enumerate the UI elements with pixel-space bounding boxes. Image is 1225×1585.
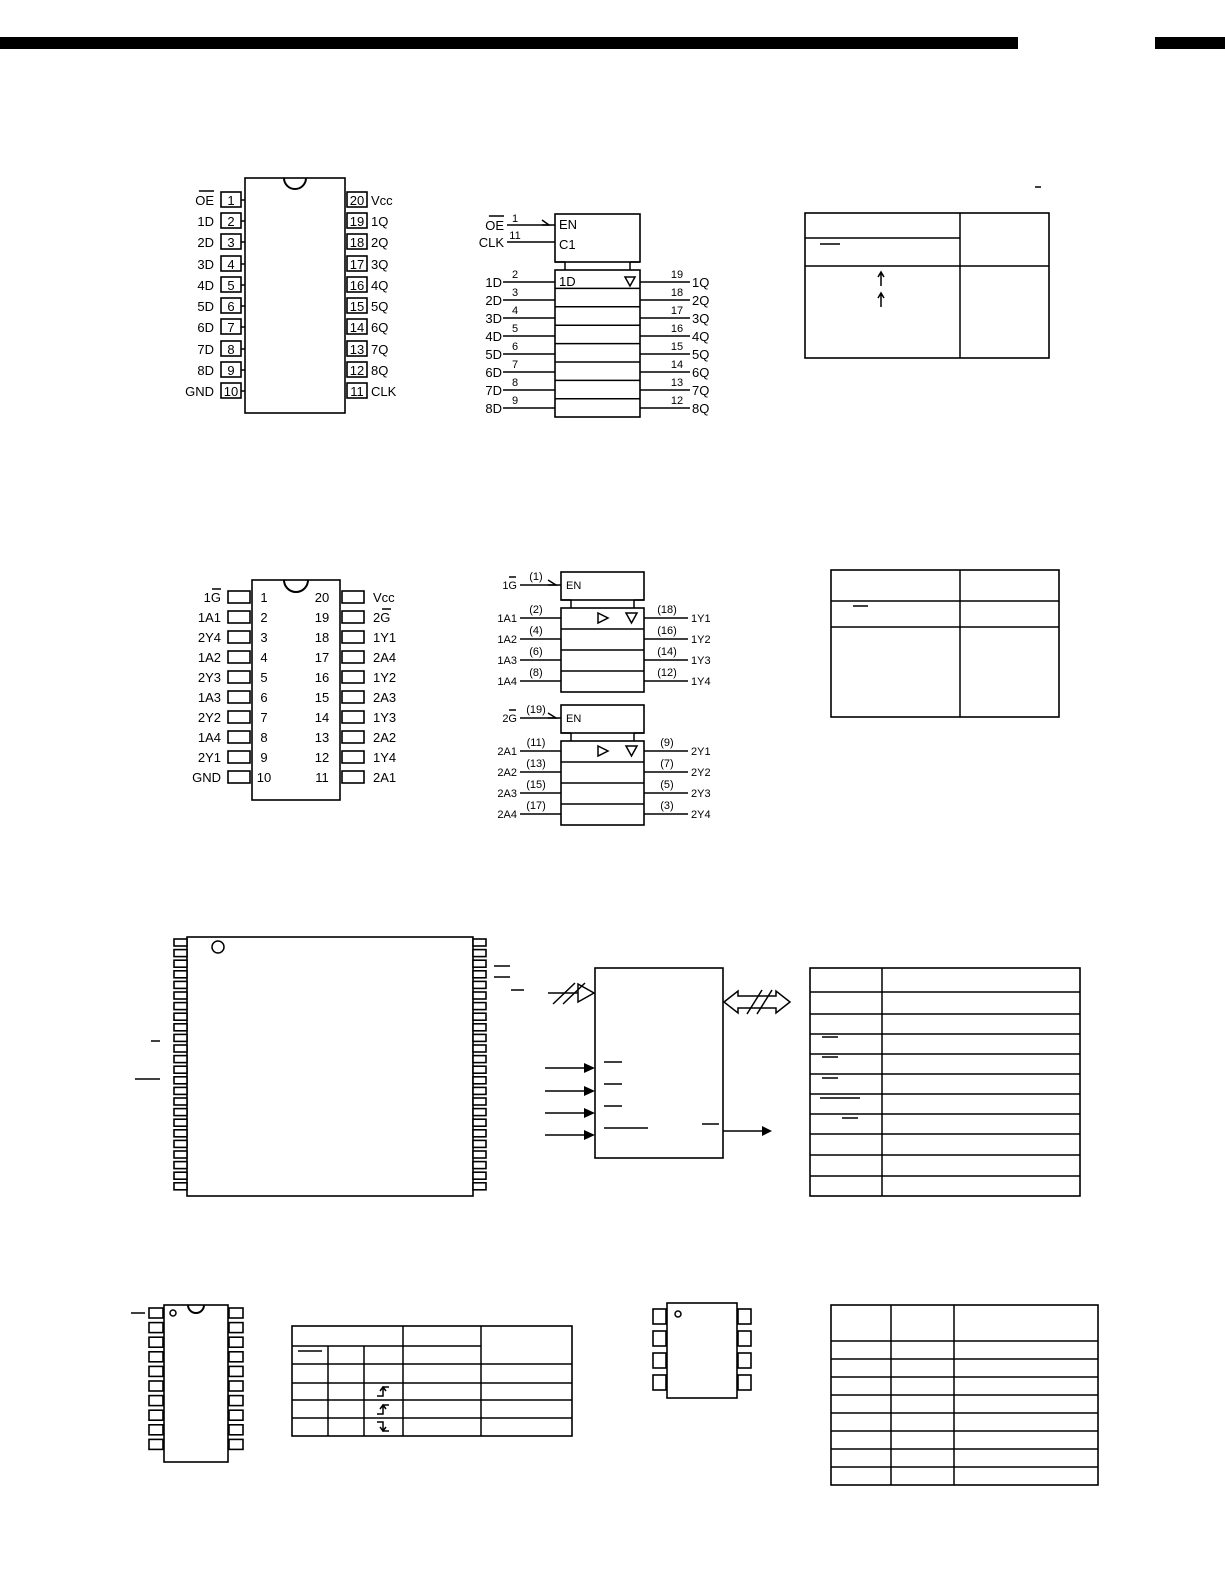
pin-name: 2A4: [373, 650, 397, 665]
output-name: 7Q: [692, 383, 710, 398]
pin-number: 14: [349, 320, 365, 335]
dip-right-pins: [229, 1308, 243, 1449]
logic1-control-inputs: [479, 213, 555, 250]
function-table-1: [805, 187, 1049, 358]
pin-box: [228, 771, 250, 783]
pin-number: (9): [660, 737, 674, 749]
pin-name: 3D: [197, 257, 214, 272]
input-name: 1A1: [497, 613, 517, 625]
output-name: 1Y3: [691, 655, 711, 667]
pin-number: 14: [670, 359, 684, 371]
ic1-right-pins: [347, 192, 397, 399]
pin-number: 19: [670, 269, 684, 281]
input-name: 1A3: [497, 655, 517, 667]
output-name: 2Y3: [691, 788, 711, 800]
input-name: 2A2: [497, 767, 517, 779]
logic2-group-2: [497, 704, 710, 825]
pin-number: 11: [350, 384, 364, 399]
pin-name: 2Y4: [197, 630, 221, 645]
function-table-2: [831, 570, 1059, 717]
pin-box: [342, 591, 364, 603]
pin-table-4: [831, 1305, 1098, 1485]
dip-package-small: [131, 1305, 243, 1462]
pin-number: 18: [314, 630, 330, 645]
logic1-en-label: EN: [559, 217, 578, 232]
pin-box: [228, 591, 250, 603]
pin-number: 6: [260, 690, 268, 705]
pin-number: (5): [660, 779, 674, 791]
pin-name: 2G: [373, 610, 391, 625]
output-arrow-icon: [762, 1126, 772, 1136]
output-name: 1Y1: [691, 613, 711, 625]
output-name: 2Y4: [691, 809, 711, 821]
pin-number: 3: [227, 235, 235, 250]
pin-name: 6Q: [371, 320, 389, 335]
pin-name: 7D: [197, 342, 214, 357]
pin-box: [342, 711, 364, 723]
pin-name: 4Q: [371, 278, 389, 293]
control-name: OE: [485, 218, 504, 233]
input-name: 1A4: [497, 676, 517, 688]
pin-box: [228, 671, 250, 683]
pin-box: [342, 751, 364, 763]
pin-number: (6): [529, 646, 543, 658]
pin-number: (13): [526, 758, 546, 770]
pin-box: [342, 691, 364, 703]
pin-number: (3): [660, 800, 674, 812]
pin-name: Vcc: [371, 193, 393, 208]
pin-number: 15: [670, 341, 684, 353]
output-name: 1Y4: [691, 676, 711, 688]
pin-number: 15: [314, 690, 330, 705]
pin-box: [342, 771, 364, 783]
pin-number: 18: [670, 287, 684, 299]
pin-number: 4: [227, 257, 235, 272]
output-name: 4Q: [692, 329, 710, 344]
pin-number: (17): [526, 800, 546, 812]
pin-box: [228, 611, 250, 623]
pin-name: 8D: [197, 363, 214, 378]
pin-number: 7: [227, 320, 235, 335]
pin-number: 13: [349, 342, 365, 357]
pin-name: 1Y3: [373, 710, 397, 725]
pin-number: (12): [657, 667, 677, 679]
pin-number: (18): [657, 604, 677, 616]
pin-number: 8: [511, 377, 519, 389]
header-rule: [0, 37, 1018, 49]
pin-name: 2Y1: [197, 750, 221, 765]
output-name: 2Q: [692, 293, 710, 308]
header-rule-short: [1155, 37, 1225, 49]
truth-table-3: [292, 1326, 572, 1436]
output-name: 1Y2: [691, 634, 711, 646]
pin-number: 13: [314, 730, 330, 745]
output-name: 3Q: [692, 311, 710, 326]
pin-number: 8: [227, 342, 235, 357]
pin-number: 4: [511, 305, 519, 317]
input-name: 2A4: [497, 809, 517, 821]
pin-name: GND: [192, 770, 221, 785]
pin-number: 1: [511, 213, 519, 225]
pin-name: 6D: [197, 320, 214, 335]
pin-number: (4): [529, 625, 543, 637]
input-name: 2A1: [497, 746, 517, 758]
pin-number: 17: [349, 257, 365, 272]
pin-number: (19): [526, 704, 546, 716]
input-name: 4D: [485, 329, 502, 344]
pin-number: 12: [349, 363, 365, 378]
pin-name: Vcc: [373, 590, 395, 605]
pin-number: 14: [314, 710, 330, 725]
pin-box: [342, 731, 364, 743]
input-name: 7D: [485, 383, 502, 398]
ic2-package: [192, 580, 396, 800]
ic1-package: [185, 178, 397, 413]
pin-name: 1D: [197, 214, 214, 229]
pin-number: 9: [227, 363, 235, 378]
pin-name: CLK: [371, 384, 397, 399]
pin-number: (15): [526, 779, 546, 791]
pin-name: 1A1: [197, 610, 221, 625]
pin-number: 18: [349, 235, 365, 250]
pin-number: 9: [260, 750, 268, 765]
output-name: 5Q: [692, 347, 710, 362]
pin-number: 13: [670, 377, 684, 389]
pin-name: 2Y2: [197, 710, 221, 725]
pin-number: 19: [349, 214, 365, 229]
pin-name: 2Q: [371, 235, 389, 250]
pin-number: 16: [349, 278, 365, 293]
pin-number: 2: [260, 610, 268, 625]
pin-number: 5: [227, 278, 235, 293]
pin-number: 9: [511, 395, 519, 407]
pin-number: 5: [511, 323, 519, 335]
pin-box: [342, 651, 364, 663]
pin-name: 1Y2: [373, 670, 397, 685]
input-name: 3D: [485, 311, 502, 326]
pin-name: OE: [195, 193, 214, 208]
data-bus-bidirectional-icon: [724, 991, 790, 1013]
pin-name: 1Q: [371, 214, 389, 229]
pin-number: 19: [314, 610, 330, 625]
pin-name: 5D: [197, 299, 214, 314]
pin-number: 6: [511, 341, 519, 353]
so8-package: [653, 1303, 751, 1398]
dip-left-pins: [149, 1308, 163, 1449]
pin-box: [228, 751, 250, 763]
pin-number: 11: [315, 770, 329, 785]
pin-number: 5: [260, 670, 268, 685]
output-name: 2Y1: [691, 746, 711, 758]
enable-label: EN: [566, 580, 582, 592]
input-name: 1A2: [497, 634, 517, 646]
pin-number: 16: [314, 670, 330, 685]
logic1-symbol: [479, 213, 710, 417]
pin-number: 10: [256, 770, 272, 785]
pin-number: 12: [314, 750, 330, 765]
pin-name: 2A2: [373, 730, 397, 745]
pin-number: 11: [509, 230, 521, 242]
pin-number: (11): [526, 737, 546, 749]
input-name: 2A3: [497, 788, 517, 800]
pin-number: 2: [511, 269, 519, 281]
input-name: 2D: [485, 293, 502, 308]
pin-number: 3: [511, 287, 519, 299]
pin-number: (8): [529, 667, 543, 679]
pin-number: 3: [260, 630, 268, 645]
pin-number: (14): [657, 646, 677, 658]
pin-box: [342, 631, 364, 643]
pin-name: 1A2: [197, 650, 221, 665]
logic2-symbol: [497, 571, 710, 825]
pin-number: 7: [260, 710, 268, 725]
pin-box: [228, 651, 250, 663]
pin-name: 1A3: [197, 690, 221, 705]
pin-number: 4: [260, 650, 268, 665]
pin-number: 17: [670, 305, 684, 317]
input-name: 6D: [485, 365, 502, 380]
pin-number: 2: [227, 214, 235, 229]
ic1-left-pins: [185, 191, 245, 399]
pin-box: [228, 731, 250, 743]
gate-name: 2G: [502, 713, 517, 725]
output-name: 1Q: [692, 275, 710, 290]
memory-block: [545, 968, 790, 1158]
pin-name: 2Y3: [197, 670, 221, 685]
pin-number: 1: [227, 193, 235, 208]
pin-number: 1: [260, 590, 268, 605]
logic1-c1-label: C1: [559, 237, 576, 252]
enable-label: EN: [566, 713, 582, 725]
pin-name: 2A1: [373, 770, 397, 785]
pin-name: 1Y4: [373, 750, 397, 765]
pin-name: 1A4: [197, 730, 221, 745]
pin-number: 17: [314, 650, 330, 665]
tsop-package: [135, 937, 524, 1196]
pin-number: 15: [349, 299, 365, 314]
pin-box: [228, 691, 250, 703]
logic2-group-1: [497, 571, 710, 692]
pin-number: 16: [670, 323, 684, 335]
pin-name: 3Q: [371, 257, 389, 272]
pin-number: (2): [529, 604, 543, 616]
pin-description-table: [810, 968, 1080, 1196]
pin-number: 10: [223, 384, 239, 399]
output-name: 8Q: [692, 401, 710, 416]
pin-number: (7): [660, 758, 674, 770]
logic1-first-cell: 1D: [559, 274, 576, 289]
input-name: 1D: [485, 275, 502, 290]
pin-box: [228, 711, 250, 723]
output-name: 6Q: [692, 365, 710, 380]
pin-number: 8: [260, 730, 268, 745]
control-name: CLK: [478, 235, 504, 250]
pin-number: 6: [227, 299, 235, 314]
pin-box: [342, 611, 364, 623]
pin-number: 20: [349, 193, 365, 208]
pin-number: 20: [314, 590, 330, 605]
pin-number: 7: [511, 359, 519, 371]
input-name: 5D: [485, 347, 502, 362]
pin-name: 7Q: [371, 342, 389, 357]
pin-name: 2D: [197, 235, 214, 250]
pin-name: 2A3: [373, 690, 397, 705]
pin-name: 1Y1: [373, 630, 397, 645]
pin-number: 12: [670, 395, 684, 407]
tsop-left-leads: [174, 939, 187, 1190]
pin-number: (1): [529, 571, 543, 583]
output-name: 2Y2: [691, 767, 711, 779]
pin-name: 5Q: [371, 299, 389, 314]
pin-box: [228, 631, 250, 643]
pin-number: (16): [657, 625, 677, 637]
pin-name: GND: [185, 384, 214, 399]
pin-name: 1G: [203, 590, 221, 605]
input-name: 8D: [485, 401, 502, 416]
pin-name: 8Q: [371, 363, 389, 378]
tsop-right-leads: [473, 939, 486, 1190]
pin-box: [342, 671, 364, 683]
gate-name: 1G: [502, 580, 517, 592]
pin-name: 4D: [197, 278, 214, 293]
